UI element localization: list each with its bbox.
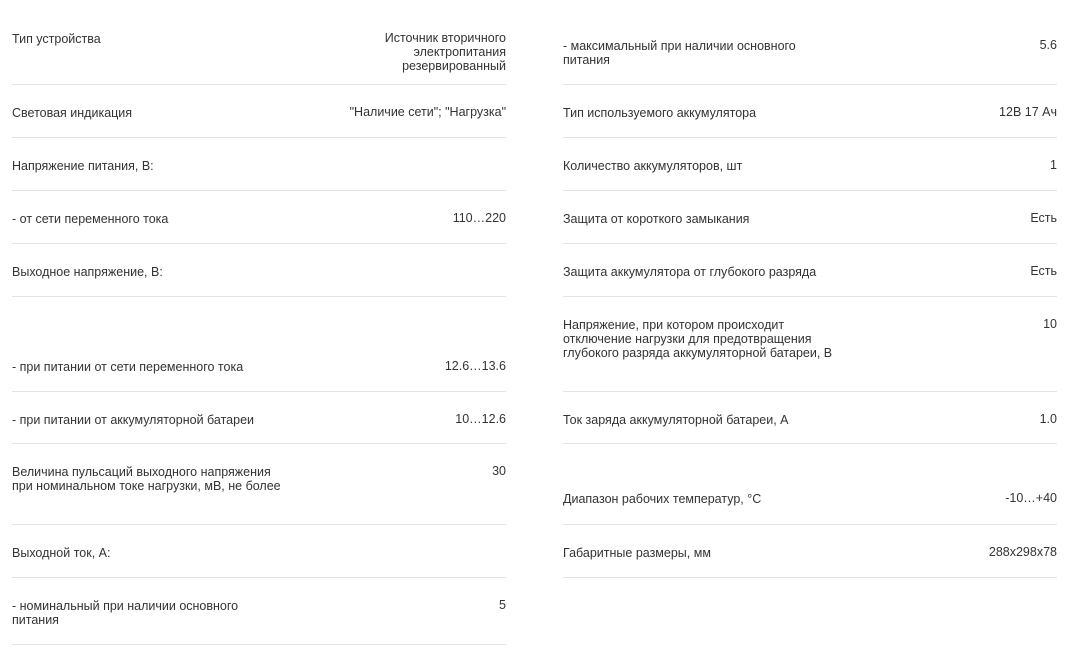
spec-value: 288x298x78	[988, 545, 1057, 559]
spec-row-output-voltage	[12, 244, 506, 297]
spec-label: Выходной ток, А:	[12, 546, 111, 560]
spec-label: Тип устройства	[12, 32, 101, 46]
spec-label: - при питании от аккумуляторной батареи	[12, 413, 254, 427]
spec-row-dimensions	[563, 525, 1057, 578]
spec-value: 1.0	[1039, 412, 1057, 426]
spec-row-supply-voltage	[12, 138, 506, 191]
spec-value: 5.6	[1039, 38, 1057, 52]
spec-row-nominal-current	[12, 578, 506, 645]
spec-value: Есть	[1030, 264, 1057, 278]
spec-value: 12В 17 Ач	[999, 105, 1057, 119]
spec-label: Защита от короткого замыкания	[563, 212, 750, 226]
spec-value: Источник вторичного электропитания резервированный	[384, 31, 506, 73]
spec-row-ac-mains	[12, 191, 506, 244]
spec-label: Ток заряда аккумуляторной батареи, А	[563, 413, 789, 427]
spec-value: 30	[492, 464, 506, 478]
spec-value: 5	[499, 598, 506, 612]
spec-label: Тип используемого аккумулятора	[563, 106, 757, 120]
spec-value: Есть	[1030, 211, 1057, 225]
spec-row-indication	[12, 85, 506, 138]
spec-row-short-circuit	[563, 191, 1057, 244]
spec-value: 10	[1043, 317, 1057, 331]
spec-label: Количество аккумуляторов, шт	[563, 159, 743, 173]
spec-label: - при питании от сети переменного тока	[12, 360, 244, 374]
spec-row-cutoff-voltage	[563, 297, 1057, 392]
spec-row-output-current	[12, 525, 506, 578]
spec-label: Световая индикация	[12, 106, 133, 120]
spec-value: -10…+40	[1005, 491, 1057, 505]
spec-row-battery-count	[563, 138, 1057, 191]
spec-row-charge-current	[563, 392, 1057, 444]
spec-label: Защита аккумулятора от глубокого разряда	[563, 265, 817, 279]
spec-label: Габаритные размеры, мм	[563, 546, 711, 560]
spec-label: - от сети переменного тока	[12, 212, 169, 226]
spec-label: - максимальный при наличии основного питания	[563, 39, 796, 67]
spec-label: Величина пульсаций выходного напряжения при номинальном токе нагрузки, мВ, не более	[12, 465, 281, 493]
spec-row-max-current	[563, 0, 1057, 85]
spec-row-output-battery	[12, 392, 506, 444]
spec-value: 12.6…13.6	[444, 359, 506, 373]
specs-column-right	[563, 0, 1057, 578]
spec-row-device-type	[12, 0, 506, 85]
spec-label: Выходное напряжение, В:	[12, 265, 163, 279]
spec-row-temperature	[563, 444, 1057, 525]
spec-row-ripple	[12, 444, 506, 525]
spec-label: - номинальный при наличии основного питания	[12, 599, 239, 627]
spec-row-deep-discharge	[563, 244, 1057, 297]
spec-row-battery-type	[563, 85, 1057, 138]
spec-value: 110…220	[452, 211, 506, 225]
spec-value: "Наличие сети"; "Нагрузка"	[349, 105, 506, 119]
specs-column-left	[12, 0, 506, 645]
spec-value: 10…12.6	[455, 412, 506, 426]
spec-label: Напряжение питания, В:	[12, 159, 154, 173]
spec-value: 1	[1050, 158, 1057, 172]
spec-label: Напряжение, при котором происходит отключение нагрузки для предотвращения глубокого разряда аккумуляторной батареи, В	[563, 318, 833, 360]
spec-row-output-mains	[12, 297, 506, 392]
spec-label: Диапазон рабочих температур, °С	[563, 492, 762, 506]
